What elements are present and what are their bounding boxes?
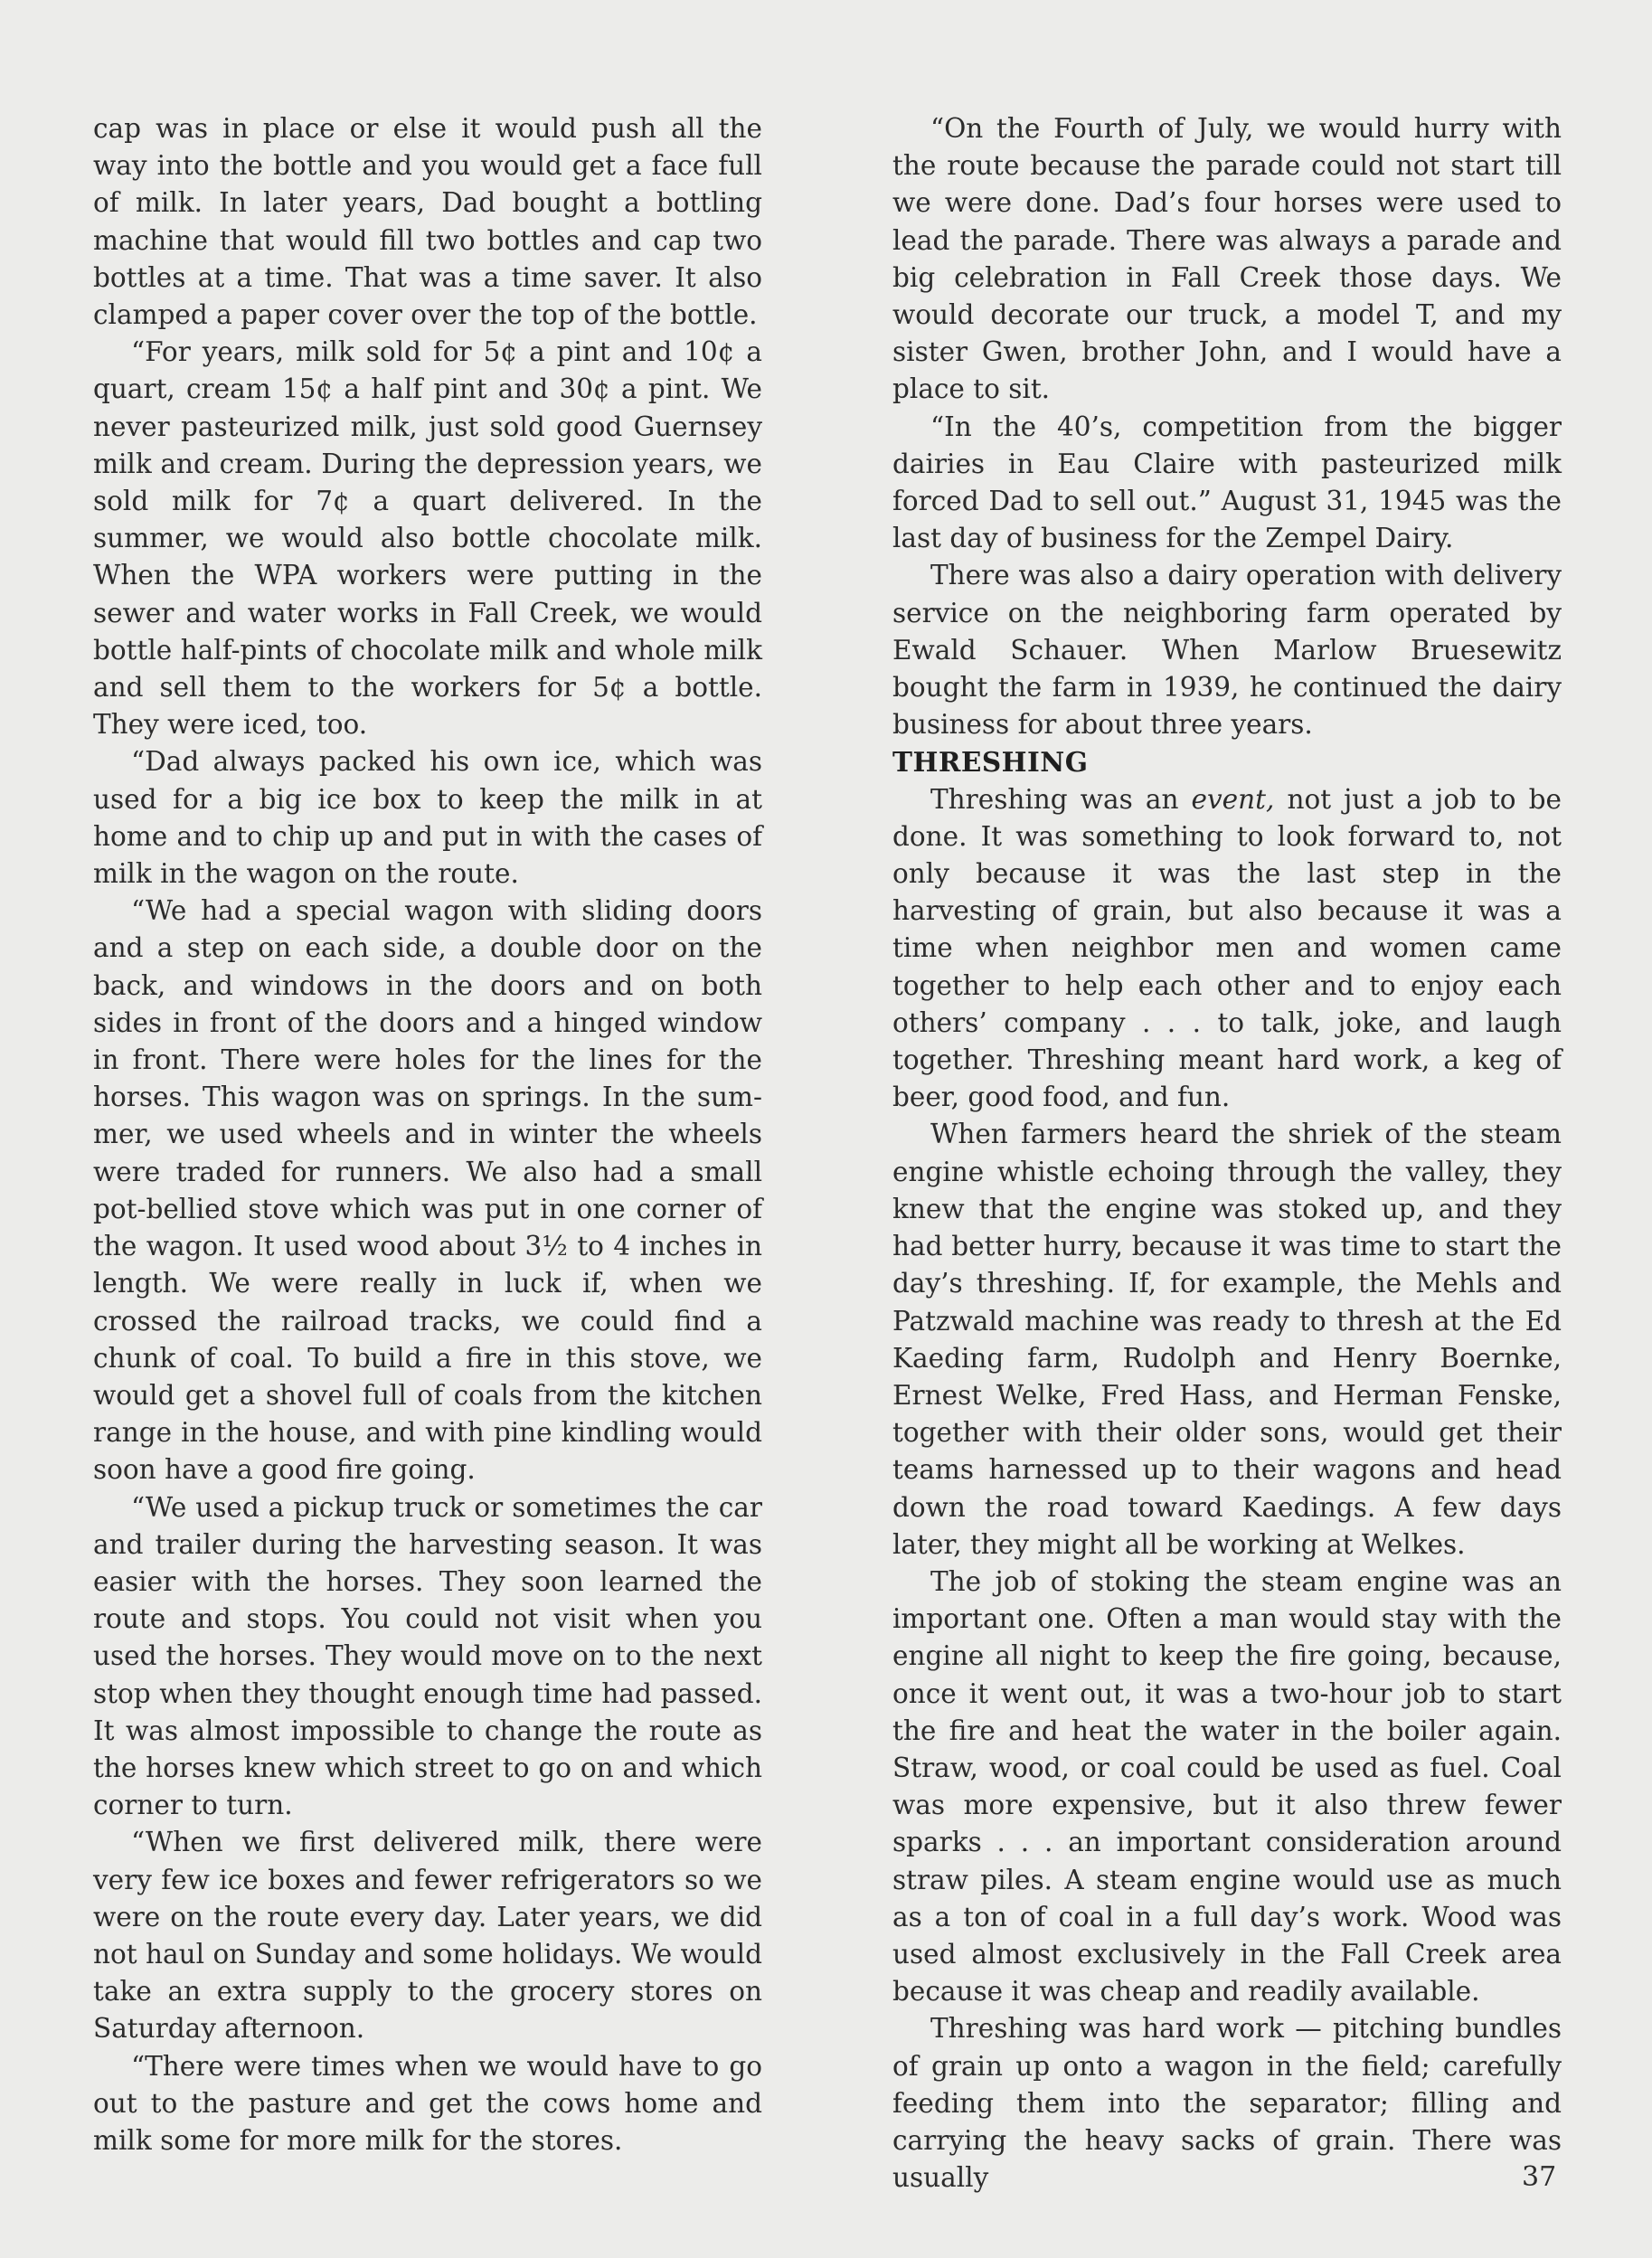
right-column [892,110,1562,2197]
paragraph: “There were times when we would have to go out to the pasture and get the cows home and milk some for more milk for the stores. [93,2050,762,2156]
page-number: 37 [1522,2161,1557,2193]
paragraph: “For years, milk sold for 5¢ a pint and 10¢ a quart, cream 15¢ a half pint and 30¢ a pint. We never pasteurized milk, just sold good Guernsey milk and cream. During the depression years, we sold milk for 7¢ a quart delivered. In the summer, we would also bottle chocolate milk. When the WPA workers were putting in the sewer and water works in Fall Creek, we would bottle half-pints of chocolate milk and whole milk and sell them to the workers for 5¢ a bottle. They were iced, too. [93,336,762,741]
paragraph: “In the 40’s, competition from the bigger dairies in Eau Claire with pasteurized milk forced Dad to sell out.” August 31, 1945 was the last day of business for the Zempel Dairy. [892,411,1562,554]
intro-text-before: Threshing was an [930,783,1192,815]
paragraph: “On the Fourth of July, we would hurry with the route because the parade could not start till we were done. Dad’s four horses were used to lead the parade. There was always a parade and big celebration in Fall Creek those days. We would decorate our truck, a model T, and my sister Gwen, brother John, and I would have a place to sit. [892,113,1562,405]
paragraph: When farmers heard the shriek of the steam engine whistle echoing through the valley, they knew that the engine was stoked up, and they had better hurry, because it was time to start the day’s threshing. If, for example, the Mehls and Patzwald machine was ready to thresh at the Ed Kaeding farm, Rudolph and Henry Boernke, Ernest Welke, Fred Hass, and Herman Fenske, together with their older sons, would get their teams harnessed up to their wagons and head down the road toward Kaedings. A few days later, they might all be working at Welkes. [892,1119,1562,1560]
section-heading: THRESHING [892,746,1089,779]
intro-emphasis: event, [1191,783,1275,815]
left-column [93,110,762,2159]
paragraph: “Dad always packed his own ice, which was used for a big ice box to keep the milk in at home and to chip up and put in with the cases of milk in the wagon on the route. [93,746,762,890]
paragraph: There was also a dairy operation with delivery service on the neighboring farm operated by Ewald Schauer. When Marlow Bruesewitz bought the farm in 1939, he continued the dairy business for about three years. [892,560,1562,741]
paragraph: “We used a pickup truck or sometimes the car and trailer during the harvesting season. It was easier with the horses. They soon learned the route and stops. You could not visit when you used the horses. They would move on to the next stop when they thought enough time had passed. It was almost impossible to change the route as the horses knew which street to go on and which corner to turn. [93,1491,762,1821]
paragraph: The job of stoking the steam engine was an important one. Often a man would stay with the engine all night to keep the fire going, because, once it went out, it was a two-hour job to start the fire and heat the water in the boiler again. Straw, wood, or coal could be used as fuel. Coal was more expensive, but it also threw fewer sparks . . . an important consideration around straw piles. A steam engine would use as much as a ton of coal in a full day’s work. Wood was used almost exclusively in the Fall Creek area because it was cheap and readily available. [892,1565,1562,2008]
intro-text-after: not just a job to be done. It was something to look forward to, not only because it was the last step in the harvesting of grain, but also because it was a time when neighbor men and women came together to help each other and to enjoy each others’ company . . . to talk, joke, and laugh together. Threshing meant hard work, a keg of beer, good food, and fun. [892,783,1562,1113]
paragraph: “When we first delivered milk, there were very few ice boxes and fewer refrigerators so we were on the route every day. Later years, we did not haul on Sunday and some holidays. We would take an extra supply to the grocery stores on Saturday afternoon. [93,1827,762,2045]
paragraph: cap was in place or else it would push all the way into the bottle and you would get a face full of milk. In later years, Dad bought a bottling machine that would fill two bottles and cap two bottles at a time. That was a time saver. It also clamped a paper cover over the top of the bottle. [93,113,762,331]
threshing-intro-paragraph [892,781,1562,1117]
paragraph: Threshing was hard work — pitching bundles of grain up onto a wagon in the field; carefully feeding them into the separator; filling and carrying the heavy sacks of grain. There was usually [892,2013,1562,2194]
paragraph: “We had a special wagon with sliding doors and a step on each side, a double door on the back, and windows in the doors and on both sides in front of the doors and a hinged window in front. There were holes for the lines for the horses. This wagon was on springs. In the summer, we used wheels and in winter the wheels were traded for runners. We also had a small pot-bellied stove which was put in one corner of the wagon. It used wood about 3½ to 4 inches in length. We were really in luck if, when we crossed the railroad tracks, we could find a chunk of coal. To build a fire in this stove, we would get a shovel full of coals from the kitchen range in the house, and with pine kindling would soon have a good fire going. [93,895,762,1486]
